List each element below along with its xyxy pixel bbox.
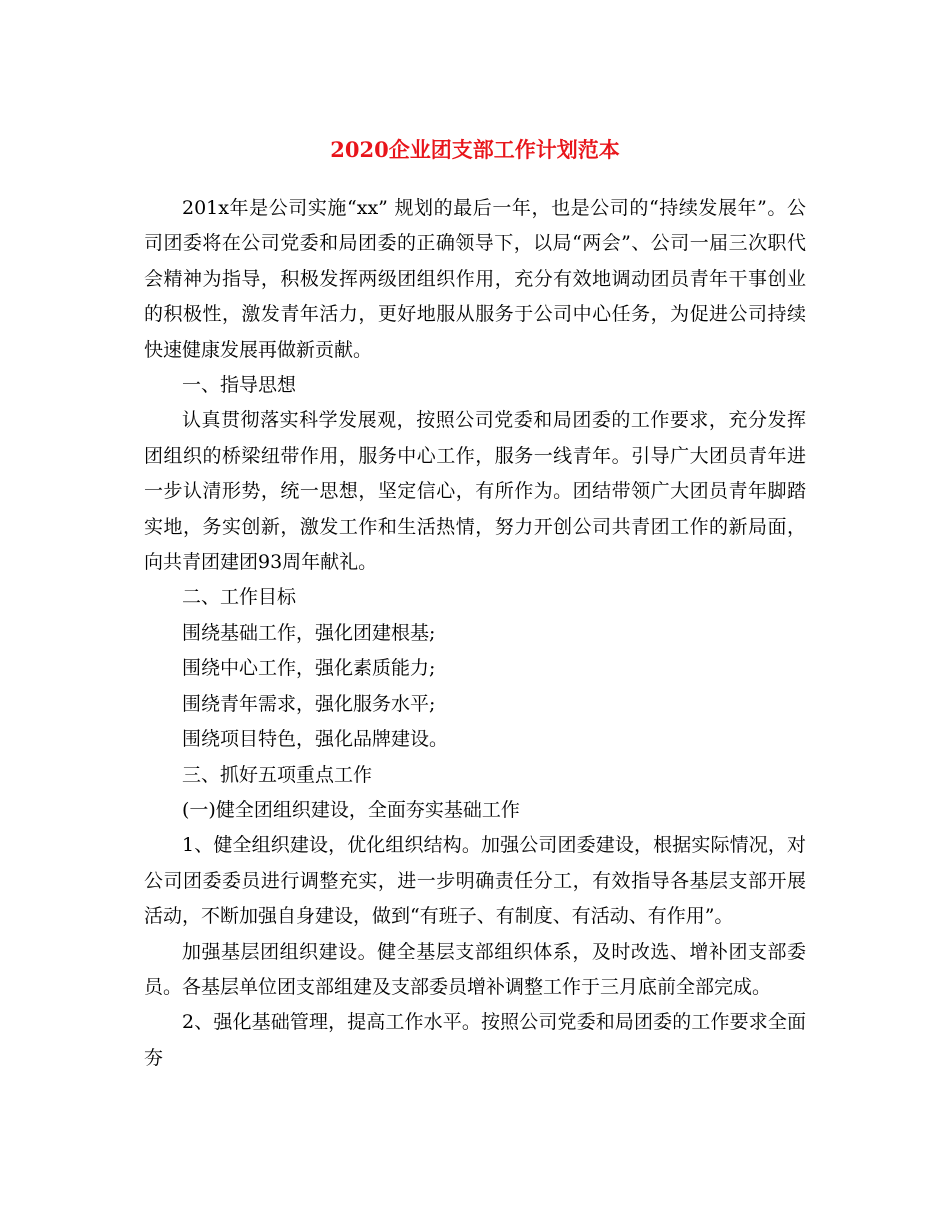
goal-item: 围绕中心工作，强化素质能力; (182, 657, 436, 680)
goal-item: 围绕项目特色，强化品牌建设。 (182, 728, 449, 751)
document-title: 2020企业团支部工作计划范本 (330, 137, 620, 162)
document-body (144, 191, 806, 1076)
paragraph-task-1: 1、健全组织建设，优化组织结构。加强公司团委建设，根据实际情况，对公司团委委员进行调整充实，进一步明确责任分工，有效指导各基层支部开展活动，不断加强自身建设，做到“有班子、有制度、有活动、有作用”。 (144, 834, 806, 928)
subheading-organization: (一)健全团组织建设，全面夯实基础工作 (182, 798, 520, 821)
paragraph-intro: 201x年是公司实施“xx” 规划的最后一年，也是公司的“持续发展年”。公司团委将在公司党委和局团委的正确领导下，以局“两会”、公司一届三次职代会精神为指导，积极发挥两级团组织作用，充分有效地调动团员青年干事创业的积极性，激发青年活力，更好地服从服务于公司中心任务，为促进公司持续快速健康发展再做新贡献。 (144, 197, 806, 361)
goal-item: 围绕基础工作，强化团建根基; (182, 621, 436, 644)
heading-work-goals: 二、工作目标 (182, 586, 297, 609)
paragraph-task-2: 2、强化基础管理，提高工作水平。按照公司党委和局团委的工作要求全面夯 (144, 1011, 806, 1069)
paragraph-guiding-ideology: 认真贯彻落实科学发展观，按照公司党委和局团委的工作要求，充分发挥团组织的桥梁纽带作用，服务中心工作，服务一线青年。引导广大团员青年进一步认清形势，统一思想，坚定信心，有所作为。团结带领广大团员青年脚踏实地，务实创新，激发工作和生活热情，努力开创公司共青团工作的新局面，向共青团建团93周年献礼。 (144, 409, 806, 574)
goal-item: 围绕青年需求，强化服务水平; (182, 692, 436, 715)
heading-key-tasks: 三、抓好五项重点工作 (182, 763, 373, 786)
paragraph-grassroots: 加强基层团组织建设。健全基层支部组织体系，及时改选、增补团支部委员。各基层单位团支部组建及支部委员增补调整工作于三月底前全部完成。 (144, 940, 806, 998)
heading-guiding-ideology: 一、指导思想 (182, 374, 297, 397)
